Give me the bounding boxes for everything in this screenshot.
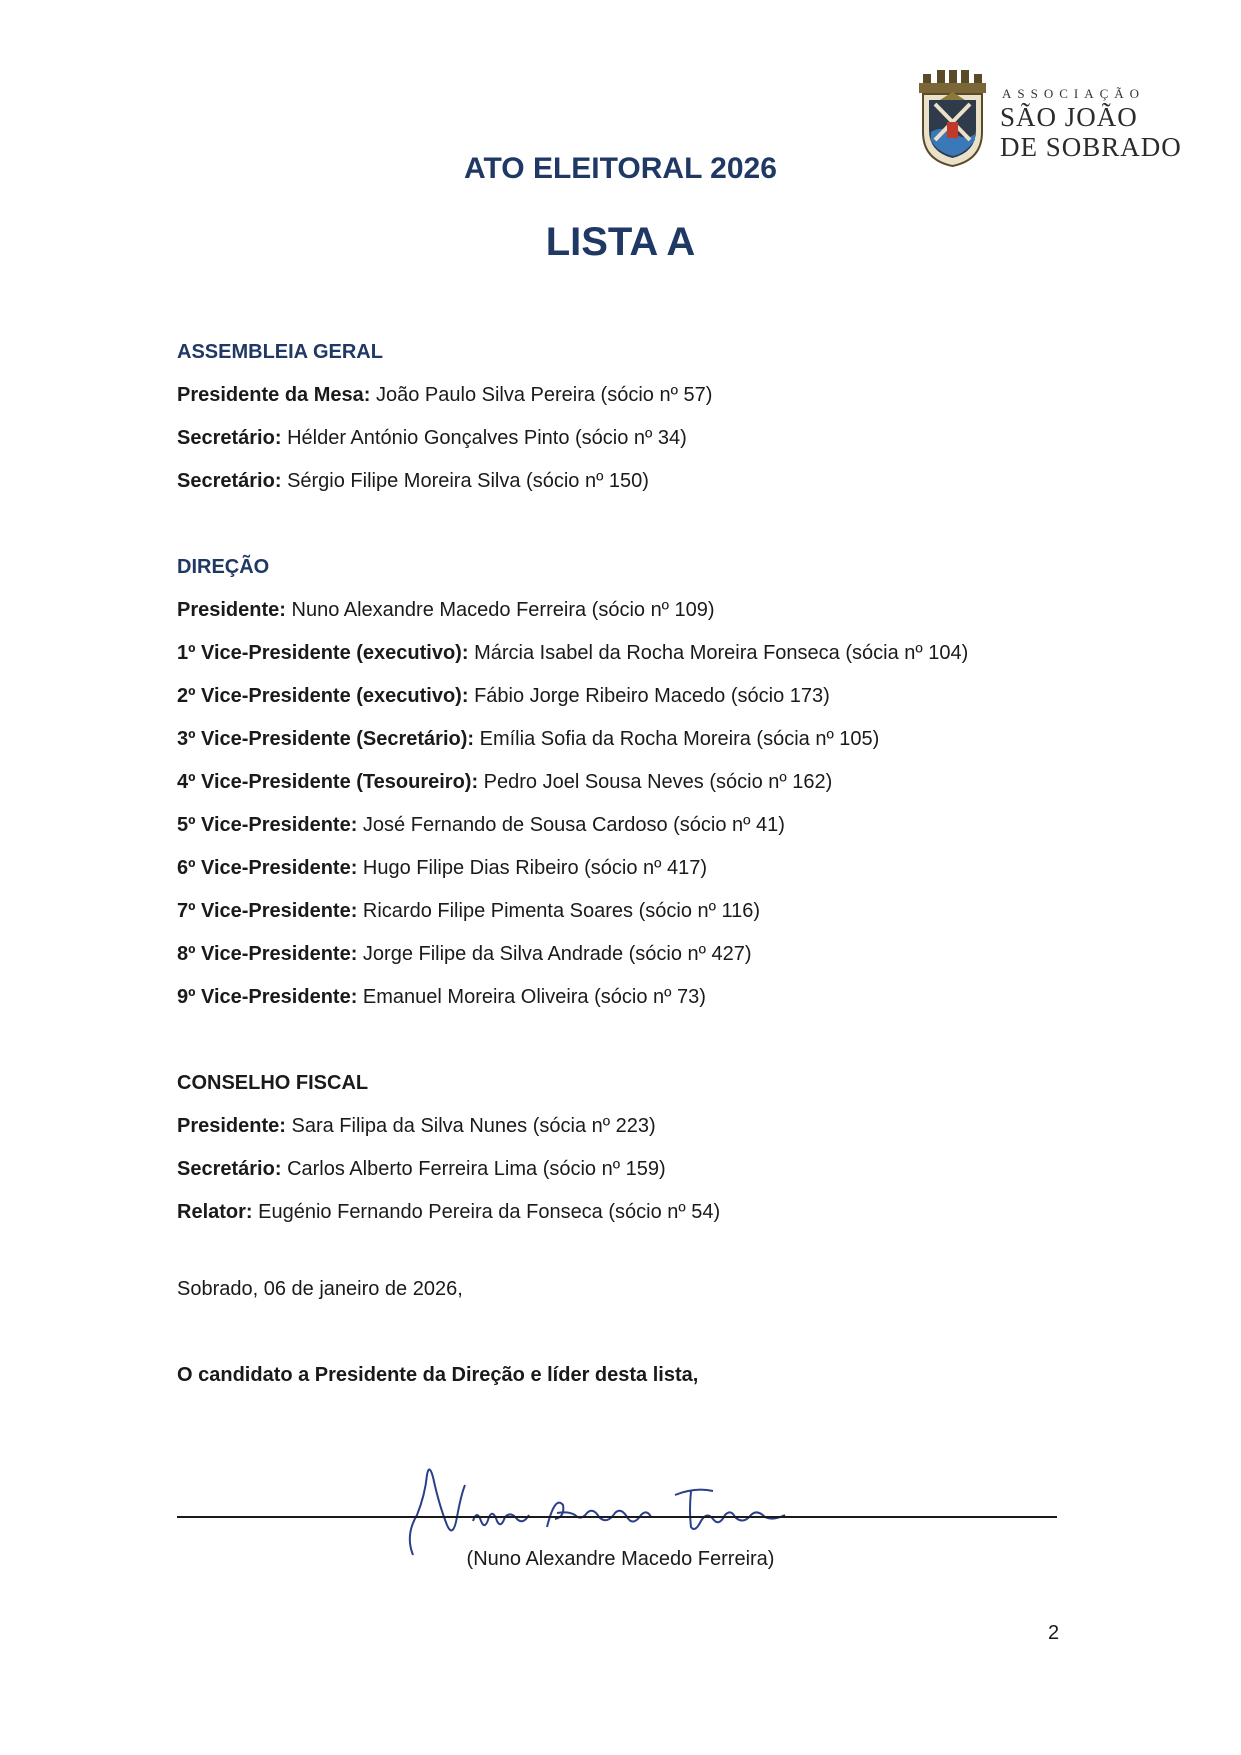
page-number: 2 — [1048, 1622, 1060, 1644]
member-name: Ricardo Filipe Pimenta Soares (sócio nº 116) — [362, 900, 761, 922]
list-item — [177, 980, 1077, 1023]
member-name: Carlos Alberto Ferreira Lima (sócio nº 159) — [287, 1158, 666, 1180]
member-name: Hélder António Gonçalves Pinto (sócio nº 34) — [287, 427, 687, 449]
document-title: ATO ELEITORAL 2026 — [464, 152, 777, 185]
list-item — [177, 722, 1077, 765]
role-label: 5º Vice-Presidente: — [177, 814, 358, 836]
election-list — [177, 335, 1077, 1238]
role-label: 8º Vice-Presidente: — [177, 943, 358, 965]
logo-line-2: DE SOBRADO — [1000, 132, 1182, 162]
document-subtitle: LISTA A — [545, 220, 696, 264]
member-name: Hugo Filipe Dias Ribeiro (sócio nº 417) — [362, 857, 708, 879]
list-item — [177, 421, 1077, 464]
role-label: 6º Vice-Presidente: — [177, 857, 358, 879]
role-label: Relator: — [177, 1201, 253, 1223]
member-name: Sara Filipa da Silva Nunes (sócia nº 223) — [291, 1115, 656, 1137]
list-item — [177, 808, 1077, 851]
signer-name: (Nuno Alexandre Macedo Ferreira) — [466, 1548, 775, 1570]
role-label: 4º Vice-Presidente (Tesoureiro): — [177, 771, 479, 793]
role-label: 3º Vice-Presidente (Secretário): — [177, 728, 475, 750]
role-label: Presidente: — [177, 1115, 286, 1137]
list-item — [177, 851, 1077, 894]
list-item — [177, 593, 1077, 636]
role-label: 2º Vice-Presidente (executivo): — [177, 685, 469, 707]
role-label: Presidente: — [177, 599, 286, 621]
member-name: José Fernando de Sousa Cardoso (sócio nº 41) — [362, 814, 785, 836]
member-name: Márcia Isabel da Rocha Moreira Fonseca (sócia nº 104) — [474, 642, 969, 664]
role-label: Secretário: — [177, 427, 282, 449]
date-line: Sobrado, 06 de janeiro de 2026, — [177, 1278, 463, 1300]
logo-line-1: SÃO JOÃO — [1000, 102, 1138, 132]
member-name: Sérgio Filipe Moreira Silva (sócio nº 150) — [287, 470, 649, 492]
closing-statement: O candidato a Presidente da Direção e líder desta lista, — [177, 1364, 699, 1386]
section-title-assembleia: ASSEMBLEIA GERAL — [177, 341, 383, 363]
role-label: Secretário: — [177, 470, 282, 492]
role-label: Presidente da Mesa — [177, 384, 364, 406]
role-label: Secretário: — [177, 1158, 282, 1180]
member-name: João Paulo Silva Pereira (sócio nº 57) — [375, 384, 713, 406]
member-name: Pedro Joel Sousa Neves (sócio nº 162) — [483, 771, 833, 793]
member-name: Jorge Filipe da Silva Andrade (sócio nº 427) — [362, 943, 752, 965]
list-item — [177, 1109, 1077, 1152]
member-name: Fábio Jorge Ribeiro Macedo (sócio 173) — [474, 685, 830, 707]
member-name: Emília Sofia da Rocha Moreira (sócia nº 105) — [479, 728, 880, 750]
logo-line-top: ASSOCIAÇÃO — [1002, 86, 1146, 101]
member-name: Emanuel Moreira Oliveira (sócio nº 73) — [362, 986, 706, 1008]
role-label: 7º Vice-Presidente: — [177, 900, 358, 922]
list-item — [177, 636, 1077, 679]
list-item — [177, 894, 1077, 937]
section-title-direcao: DIREÇÃO — [177, 556, 270, 578]
role-label: 1º Vice-Presidente (executivo): — [177, 642, 469, 664]
list-item — [177, 1152, 1077, 1195]
list-item — [177, 679, 1077, 722]
section-title-conselho: CONSELHO FISCAL — [177, 1072, 369, 1094]
list-item: Presidente da Mesa: João Paulo Silva Pereira (sócio nº 57) — [177, 384, 713, 406]
member-name: Nuno Alexandre Macedo Ferreira (sócio nº 109) — [291, 599, 715, 621]
list-item — [177, 765, 1077, 808]
list-item — [177, 464, 1077, 507]
role-label: 9º Vice-Presidente: — [177, 986, 358, 1008]
signature-line — [177, 1516, 1057, 1518]
list-item — [177, 937, 1077, 980]
list-item — [177, 1195, 1077, 1238]
member-name: Eugénio Fernando Pereira da Fonseca (sócio nº 54) — [258, 1201, 721, 1223]
